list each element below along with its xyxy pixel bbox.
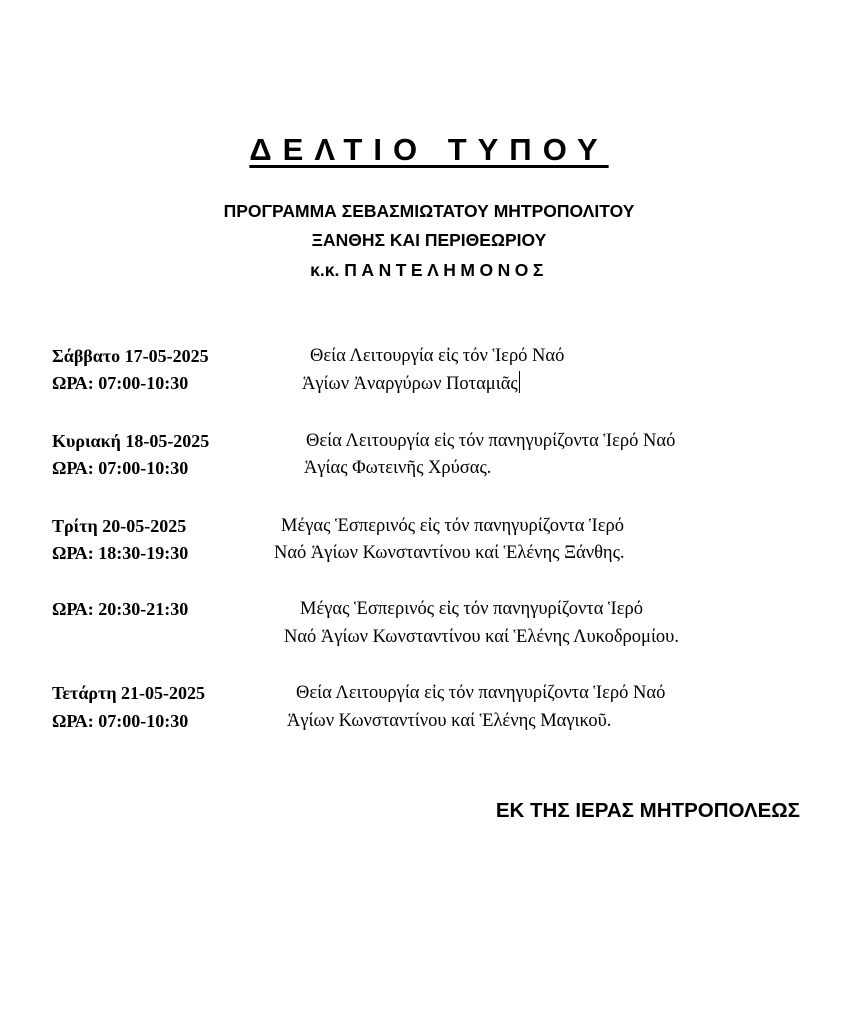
entry-2-time: ΩΡΑ: 07:00-10:30 — [52, 458, 189, 478]
subtitle-line-3 — [0, 255, 858, 285]
entry-5-location: Ἁγίων Κωνσταντίνου καί Ἑλένης Μαγικοῦ. — [287, 711, 612, 731]
entry-3-location: Ναό Ἁγίων Κωνσταντίνου καί Ἑλένης Ξάνθης. — [274, 543, 625, 563]
honorific-prefix: κ.κ. — [310, 260, 340, 280]
entry-2-service: Θεία Λειτουργία εἰς τόν πανηγυρίζοντα Ἱερό Ναό — [306, 431, 676, 451]
subtitle-line-1: ΠΡΟΓΡΑΜΜΑ ΣΕΒΑΣΜΙΩΤΑΤΟΥ ΜΗΤΡΟΠΟΛΙΤΟΥ — [223, 201, 635, 221]
entry-4-time: ΩΡΑ: 20:30-21:30 — [52, 599, 189, 619]
entry-5-service: Θεία Λειτουργία εἰς τόν πανηγυρίζοντα Ἱερό Ναό — [296, 683, 666, 703]
entry-2-location: Ἁγίας Φωτεινῆς Χρύσας. — [304, 458, 492, 478]
entry-3-date: Τρίτη 20-05-2025 — [52, 516, 187, 536]
entry-1-date: Σάββατο 17-05-2025 — [52, 346, 209, 366]
entry-1-time: ΩΡΑ: 07:00-10:30 — [52, 373, 189, 393]
signature: ΕΚ ΤΗΣ ΙΕΡΑΣ ΜΗΤΡΟΠΟΛΕΩΣ — [495, 799, 800, 822]
entry-1-location — [302, 371, 520, 396]
entry-1-location-text: Ἁγίων Ἀναργύρων Ποταμιᾶς — [302, 374, 518, 394]
entry-5-date: Τετάρτη 21-05-2025 — [52, 683, 206, 703]
text-cursor — [519, 371, 520, 393]
entry-3-time: ΩΡΑ: 18:30-19:30 — [52, 543, 189, 563]
entry-5-time: ΩΡΑ: 07:00-10:30 — [52, 711, 189, 731]
metropolitan-name: ΠΑΝΤΕΛΗΜΟΝΟΣ — [344, 260, 548, 280]
entry-1-service: Θεία Λειτουργία εἰς τόν Ἱερό Ναό — [310, 346, 565, 366]
subtitle-line-2: ΞΑΝΘΗΣ ΚΑΙ ΠΕΡΙΘΕΩΡΙΟΥ — [311, 230, 547, 250]
entry-3-service: Μέγας Ἑσπερινός εἰς τόν πανηγυρίζοντα Ἱερό — [281, 516, 625, 536]
entry-2-date: Κυριακή 18-05-2025 — [52, 431, 210, 451]
entry-4-service: Μέγας Ἑσπερινός εἰς τόν πανηγυρίζοντα Ἱερό — [300, 599, 644, 619]
entry-4-location: Ναό Ἁγίων Κωνσταντίνου καί Ἑλένης Λυκοδρομίου. — [284, 627, 679, 647]
page-title: ΔΕΛΤΙΟ ΤΥΠΟΥ — [249, 132, 609, 167]
